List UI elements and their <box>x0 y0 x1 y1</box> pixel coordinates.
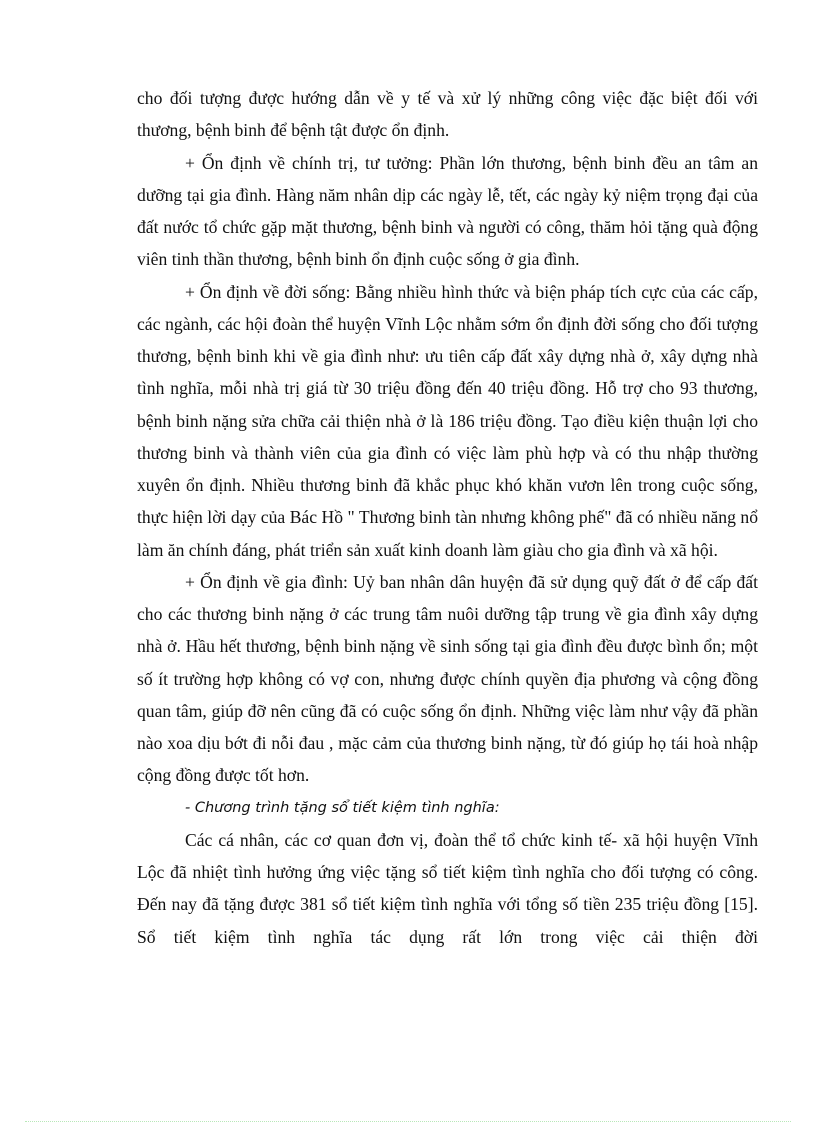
paragraph-continuation: cho đối tượng được hướng dẫn về y tế và xử lý những công việc đặc biệt đối với thương, bệnh binh để bệnh tật được ổn định. <box>137 88 758 141</box>
document-page <box>137 82 758 953</box>
paragraph-political-stability: + Ổn định về chính trị, tư tưởng: Phần lớn thương, bệnh binh đều an tâm an dưỡng tại gia đình. Hàng năm nhân dịp các ngày lễ, tết, các ngày kỷ niệm trọng đại của đất nước tổ chức gặp mặt thương, bệnh binh và người có công, thăm hỏi tặng quà động viên tinh thần thương, bệnh binh ổn định cuộc sống ở gia đình. <box>137 152 758 270</box>
paragraph-savings-program: Các cá nhân, các cơ quan đơn vị, đoàn thể tổ chức kinh tế- xã hội huyện Vĩnh Lộc đã nhiệt tình hưởng ứng việc tặng sổ tiết kiệm tình nghĩa cho đối tượng có công. Đến nay đã tặng được 381 sổ tiết kiệm tình nghĩa với tổng số tiền 235 triệu đồng [15]. Sổ tiết kiệm tình nghĩa tác dụng rất lớn trong việc cải thiện đời <box>137 829 758 947</box>
page-bottom-divider <box>25 1121 791 1122</box>
paragraph-living-stability: + Ổn định về đời sống: Bằng nhiều hình thức và biện pháp tích cực của các cấp, các ngành, các hội đoàn thể huyện Vĩnh Lộc nhằm sớm ổn định đời sống cho đối tượng thương, bệnh binh khi về gia đình như: ưu tiên cấp đất xây dựng nhà ở, xây dựng nhà tình nghĩa, mỗi nhà trị giá từ 30 triệu đồng đến 40 triệu đồng. Hỗ trợ cho 93 thương, bệnh binh nặng sửa chữa cải thiện nhà ở là 186 triệu đồng. Tạo điều kiện thuận lợi cho thương binh và thành viên của gia đình có việc làm phù hợp và có thu nhập thường xuyên ổn định. Nhiều thương binh đã khắc phục khó khăn vươn lên trong cuộc sống, thực hiện lời dạy của Bác Hồ " Thương binh tàn nhưng không phế" đã có nhiều năng nổ làm ăn chính đáng, phát triển sản xuất kinh doanh làm giàu cho gia đình và xã hội. <box>137 281 758 560</box>
paragraph-family-stability: + Ổn định về gia đình: Uỷ ban nhân dân huyện đã sử dụng quỹ đất ở để cấp đất cho các thương binh nặng ở các trung tâm nuôi dưỡng tập trung về gia đình xây dựng nhà ở. Hầu hết thương, bệnh binh nặng về sinh sống tại gia đình đều được bình ổn; một số ít trường hợp không có vợ con, nhưng được chính quyền địa phương và cộng đồng quan tâm, giúp đỡ nên cũng đã có cuộc sống ổn định. Những việc làm như vậy đã phần nào xoa dịu bớt đi nỗi đau , mặc cảm của thương binh nặng, từ đó giúp họ tái hoà nhập cộng đồng được tốt hơn. <box>137 571 758 786</box>
subheading-savings-program: - Chương trình tặng sổ tiết kiệm tình nghĩa: <box>185 799 500 816</box>
